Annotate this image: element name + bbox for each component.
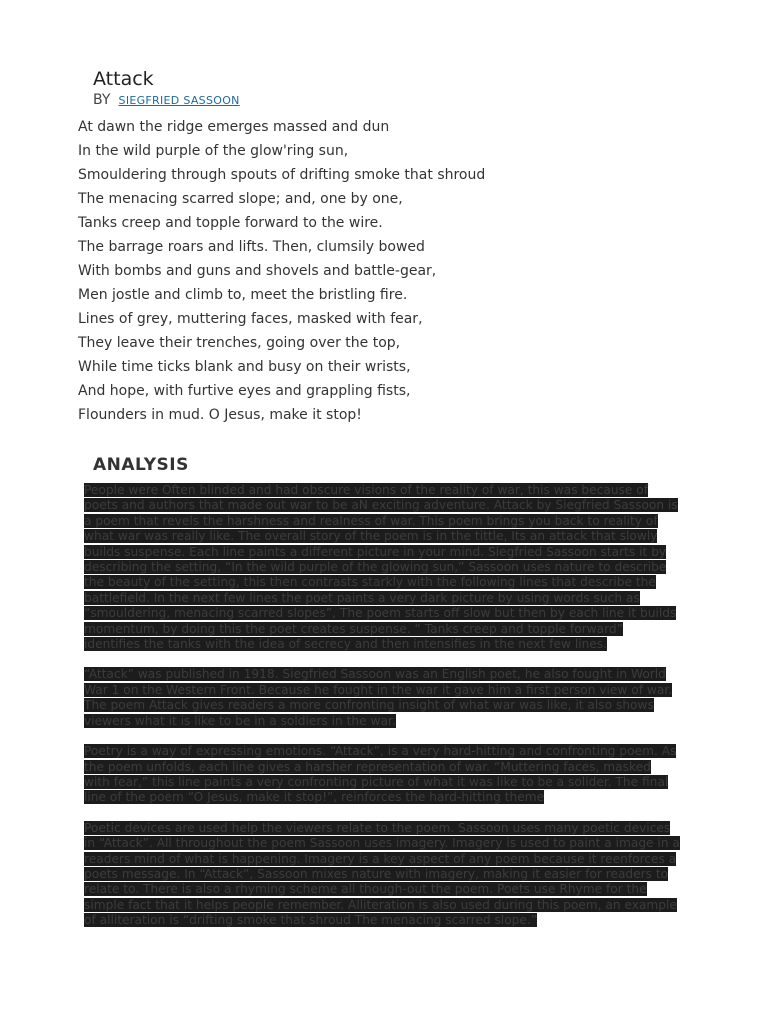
poem-line: At dawn the ridge emerges massed and dun bbox=[78, 119, 390, 135]
poem-line: Flounders in mud. O Jesus, make it stop! bbox=[78, 407, 362, 423]
analysis-section bbox=[84, 483, 680, 944]
poem-line: And hope, with furtive eyes and grappling fists, bbox=[78, 383, 411, 399]
byline bbox=[93, 92, 240, 108]
poem-line: With bombs and guns and shovels and battle-gear, bbox=[78, 263, 437, 279]
poem-line: The menacing scarred slope; and, one by one, bbox=[78, 191, 403, 207]
poem-line: They leave their trenches, going over the top, bbox=[78, 335, 401, 351]
poem-line: In the wild purple of the glow'ring sun, bbox=[78, 143, 349, 159]
analysis-paragraph-text: Poetry is a way of expressing emotions. “Attack”, is a very hard-hitting and confronting poem. As the poem unfolds, each line gives a harsher representation of war. “Muttering faces, masked with fear,” this line paints a very confronting picture of what it was like to be a solider. The final line of the poem “O Jesus, make it stop!”, reinforces the hard-hitting theme bbox=[84, 744, 677, 805]
analysis-paragraph bbox=[84, 744, 680, 806]
poem-line: Tanks creep and topple forward to the wire. bbox=[78, 215, 383, 231]
poem-line: Lines of grey, muttering faces, masked with fear, bbox=[78, 311, 423, 327]
poem-line: While time ticks blank and busy on their wrists, bbox=[78, 359, 411, 375]
analysis-paragraph-text: People were Often blinded and had obscure visions of the reality of war, this was because of poets and authors that made out war to be aN exciting adventure. Attack by Siegfried Sassoon is a poem that revels the harshness and realness of war. This poem brings you back to reality of what war was really like. The overall story of the poem is in the tittle, Its an attack that slowly builds suspense. Each line paints a different picture in your mind. Siegfried Sassoon starts it by describing the setting, “In the wild purple of the glowing sun,” Sassoon uses nature to describe the beauty of the setting, this then contrasts starkly with the following lines that describe the battlefield. In the next few lines the poet paints a very dark picture by using words such as “smouldering, menacing scarred slopes”, The poem starts off slow but then by each line it builds momentum, by doing this the poet creates suspense. “ Tanks creep and topple forward” identifies the tanks with the idea of secrecy and then intensifies in the next few lines. bbox=[84, 483, 678, 652]
poem-line: Men jostle and climb to, meet the bristling fire. bbox=[78, 287, 408, 303]
analysis-paragraph-text: “Attack” was published in 1918. Siegfried Sassoon was an English poet, he also fought in World War 1 on the Western Front. Because he fought in the war it gave him a first person view of war. The poem Attack gives readers a more confronting insight of what war was like, it also shows viewers what it is like to be in a soldiers in the war. bbox=[84, 667, 673, 728]
poem-text bbox=[78, 117, 485, 429]
by-label: BY bbox=[93, 92, 111, 108]
poem-line: The barrage roars and lifts. Then, clumsily bowed bbox=[78, 239, 425, 255]
analysis-paragraph-text: Poetic devices are used help the viewers relate to the poem. Sassoon uses many poetic devices in “Attack”. All throughout the poem Sassoon uses imagery. Imagery is used to paint a image in a readers mind of what is happening. Imagery is a key aspect of any poem because it reenforces a poets message. In “Attack”, Sassoon mixes nature with imagery, making it easier for readers to relate to. There is also a rhyming scheme all though-out the poem. Poets use Rhyme for the simple fact that it helps people remember. Alliteration is also used during this poem, an example of alliteration is “drifting smoke that shroud The menacing scarred slope.” bbox=[84, 820, 680, 928]
analysis-paragraph bbox=[84, 821, 680, 929]
poem-title: Attack bbox=[93, 68, 154, 90]
poem-line: Smouldering through spouts of drifting smoke that shroud bbox=[78, 167, 486, 183]
analysis-paragraph bbox=[84, 483, 680, 652]
analysis-heading: ANALYSIS bbox=[93, 455, 189, 475]
analysis-paragraph bbox=[84, 667, 680, 729]
author-link[interactable]: SIEGFRIED SASSOON bbox=[118, 94, 240, 107]
